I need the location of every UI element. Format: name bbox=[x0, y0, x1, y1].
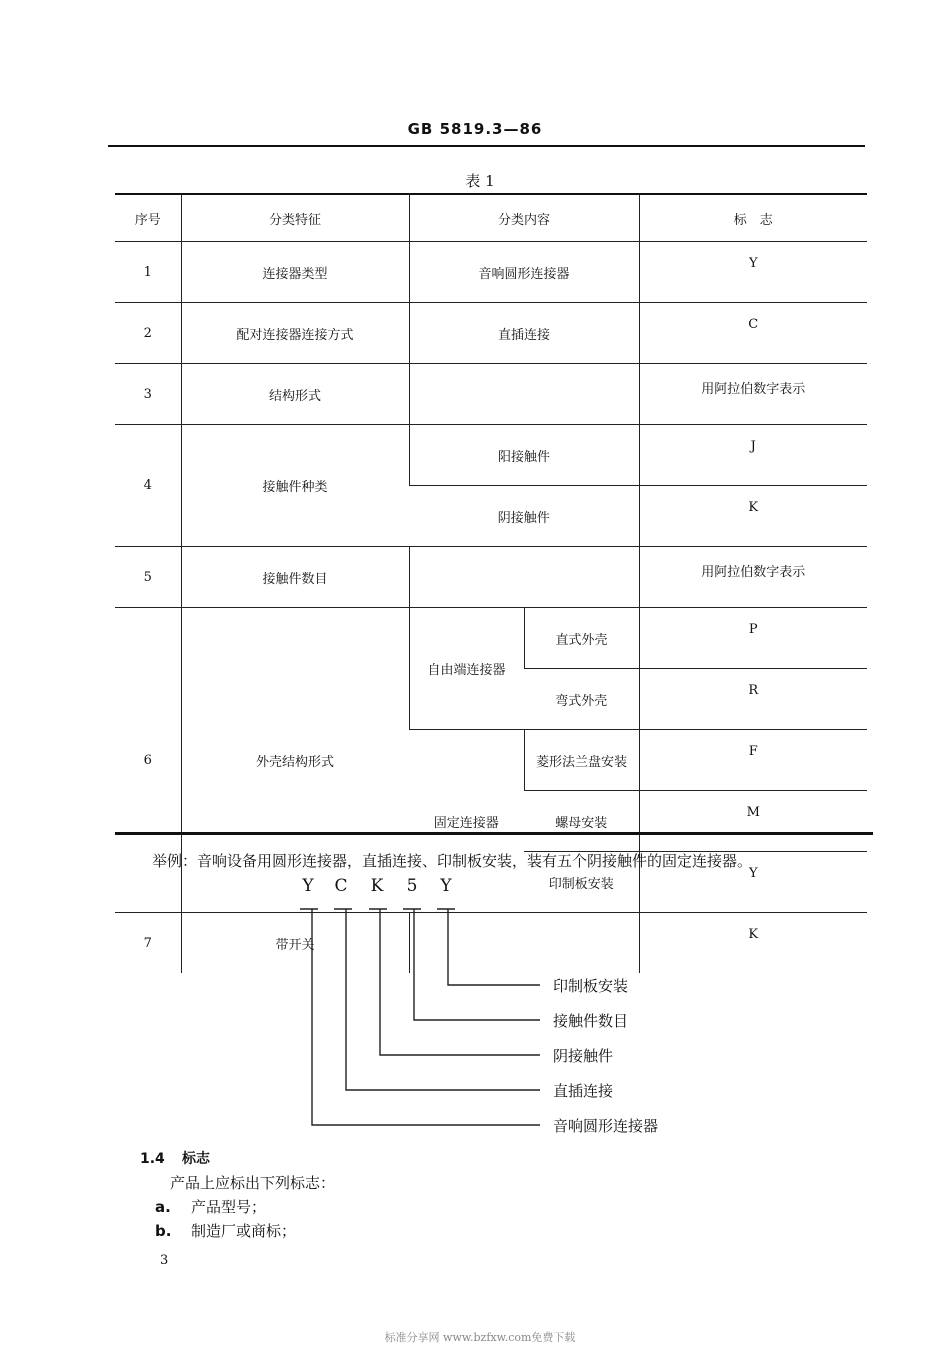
group-cell: 固定连接器 bbox=[409, 730, 524, 913]
content-cell: 弯式外壳 bbox=[524, 669, 639, 730]
content-cell: 印制板安装 bbox=[524, 852, 639, 913]
standard-code: GB 5819.3—86 bbox=[407, 120, 543, 138]
list-item-label: a. bbox=[155, 1198, 171, 1216]
mark-cell: M bbox=[639, 791, 867, 852]
connector-line bbox=[380, 909, 540, 1055]
connector-line bbox=[448, 909, 540, 985]
page-number: 3 bbox=[160, 1253, 169, 1268]
header-cell: 分类特征 bbox=[181, 195, 409, 242]
row-number: 7 bbox=[115, 913, 181, 974]
list-item bbox=[155, 1196, 266, 1217]
list-item-text: 产品型号； bbox=[191, 1198, 267, 1216]
content-cell: 直插连接 bbox=[409, 303, 639, 364]
content-cell: 阴接触件 bbox=[409, 486, 639, 547]
code-letter: Y bbox=[440, 876, 452, 896]
footer-watermark: 标准分享网 www.bzfxw.com免费下载 bbox=[384, 1331, 576, 1344]
feature-cell: 结构形式 bbox=[181, 364, 409, 425]
code-letter: 5 bbox=[406, 876, 418, 896]
list-item bbox=[155, 1220, 296, 1241]
feature-cell: 接触件种类 bbox=[181, 425, 409, 547]
code-letter: Y bbox=[302, 876, 314, 896]
mark-cell: K bbox=[639, 913, 867, 974]
legend-label: 直插连接 bbox=[553, 1082, 614, 1100]
feature-cell: 带开关 bbox=[181, 913, 409, 974]
mark-cell: R bbox=[639, 669, 867, 730]
content-cell: 螺母安装 bbox=[524, 791, 639, 852]
content-cell: 阳接触件 bbox=[409, 425, 639, 486]
content-cell: 音响圆形连接器 bbox=[409, 242, 639, 303]
mark-cell: 用阿拉伯数字表示 bbox=[639, 547, 867, 608]
mark-cell: K bbox=[639, 486, 867, 547]
row-number: 4 bbox=[115, 425, 181, 547]
mark-cell: F bbox=[639, 730, 867, 791]
legend-label: 接触件数目 bbox=[553, 1012, 629, 1030]
code-letter: C bbox=[334, 876, 348, 896]
mark-cell: J bbox=[639, 425, 867, 486]
section-title: 标志 bbox=[182, 1151, 210, 1167]
row-number: 2 bbox=[115, 303, 181, 364]
feature-cell: 接触件数目 bbox=[181, 547, 409, 608]
list-item-text: 制造厂或商标； bbox=[191, 1222, 297, 1240]
content-cell: 菱形法兰盘安装 bbox=[524, 730, 639, 791]
legend-label: 阴接触件 bbox=[553, 1047, 614, 1065]
list-item-label: b. bbox=[155, 1222, 172, 1240]
row-number: 5 bbox=[115, 547, 181, 608]
feature-cell: 外壳结构形式 bbox=[181, 608, 409, 913]
code-letter: K bbox=[370, 876, 384, 896]
connector-line bbox=[346, 909, 540, 1090]
group-cell: 自由端连接器 bbox=[409, 608, 524, 730]
table-title: 表 1 bbox=[465, 172, 495, 190]
feature-cell: 连接器类型 bbox=[181, 242, 409, 303]
mark-cell: Y bbox=[639, 242, 867, 303]
feature-cell: 配对连接器连接方式 bbox=[181, 303, 409, 364]
header-cell: 序号 bbox=[134, 212, 161, 228]
legend-label: 音响圆形连接器 bbox=[553, 1117, 659, 1135]
row-number: 3 bbox=[115, 364, 181, 425]
header-cell: 标 志 bbox=[639, 195, 867, 242]
mark-cell: C bbox=[639, 303, 867, 364]
connector-line bbox=[414, 909, 540, 1020]
row-number: 1 bbox=[115, 242, 181, 303]
row-number: 6 bbox=[115, 608, 181, 913]
section-number: 1.4 bbox=[140, 1151, 165, 1167]
section-intro: 产品上应标出下列标志： bbox=[170, 1174, 336, 1192]
header-cell: 分类内容 bbox=[409, 195, 639, 242]
mark-cell: 用阿拉伯数字表示 bbox=[639, 364, 867, 425]
mark-cell: Y bbox=[639, 852, 867, 913]
example-sentence: 举例：音响设备用圆形连接器，直插连接、印制板安装，装有五个阴接触件的固定连接器。 bbox=[152, 852, 753, 870]
mark-cell: P bbox=[639, 608, 867, 669]
content-cell: 直式外壳 bbox=[524, 608, 639, 669]
legend-label: 印制板安装 bbox=[553, 977, 629, 995]
section-heading bbox=[140, 1148, 210, 1168]
